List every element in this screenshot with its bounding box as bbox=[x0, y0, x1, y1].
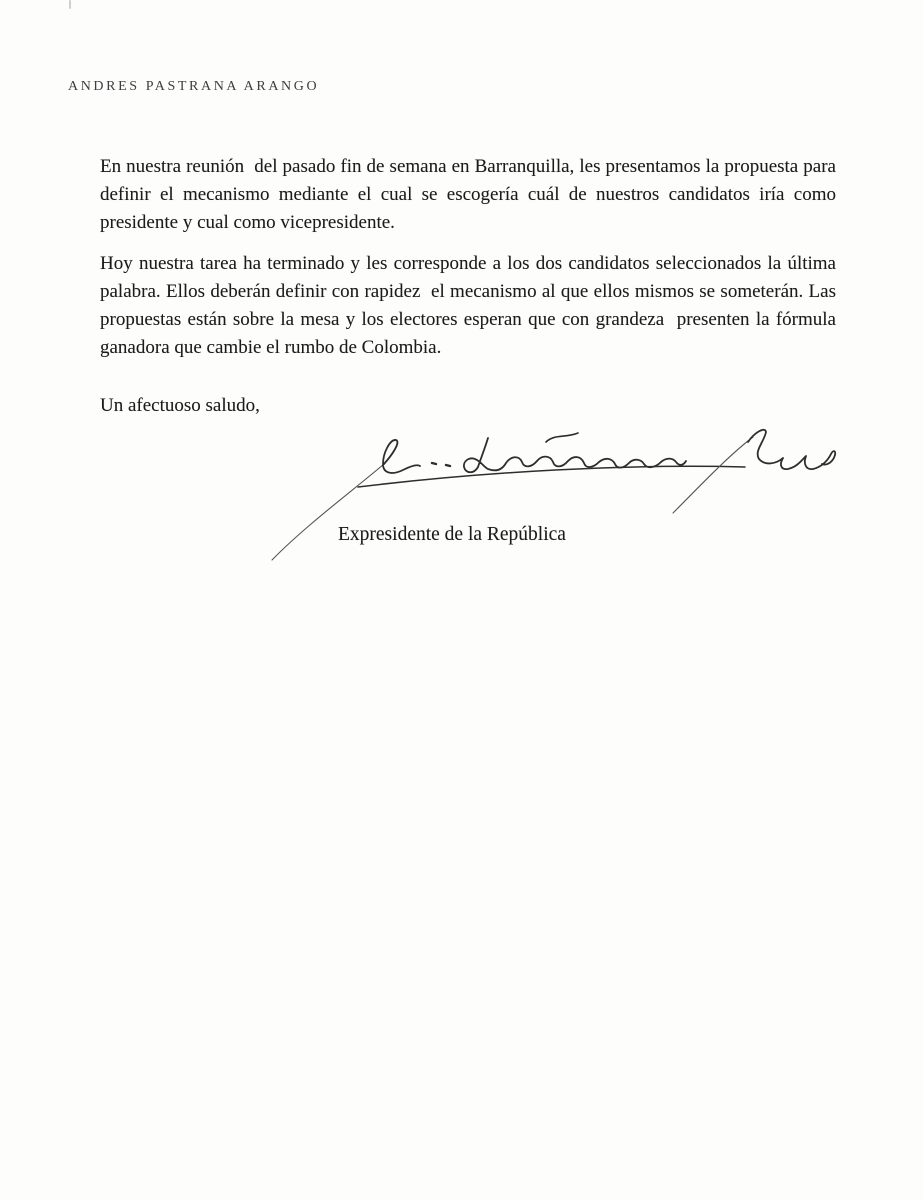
closing-salutation: Un afectuoso saludo, bbox=[100, 395, 260, 416]
signature-dots bbox=[432, 463, 450, 466]
signature-underline bbox=[358, 466, 745, 487]
signature-initial-loop bbox=[383, 440, 420, 473]
paragraph-2: Hoy nuestra tarea ha terminado y les corresponde a los dos candidatos seleccionados la última palabra. Ellos deberán definir con rapidez el mecanismo al que ellos mismos se someterán. Las propuestas están sobre la mesa y los electores esperan que con grandeza presenten la fórmula ganadora que cambie el rumbo de Colombia. bbox=[100, 253, 836, 358]
signature-final-flourish bbox=[748, 430, 835, 469]
signature-right-diagonal bbox=[673, 437, 753, 513]
letterhead-name: ANDRES PASTRANA ARANGO bbox=[68, 79, 320, 94]
paragraph-1: En nuestra reunión del pasado fin de semana en Barranquilla, les presentamos la propuesta para definir el mecanismo mediante el cual se escogería cuál de nuestros candidatos iría como presidente y cual como vicepresidente. bbox=[100, 156, 836, 233]
scan-artifact-mark bbox=[69, 0, 71, 9]
signer-title: Expresidente de la República bbox=[338, 524, 566, 545]
signature-tilde bbox=[546, 433, 578, 442]
